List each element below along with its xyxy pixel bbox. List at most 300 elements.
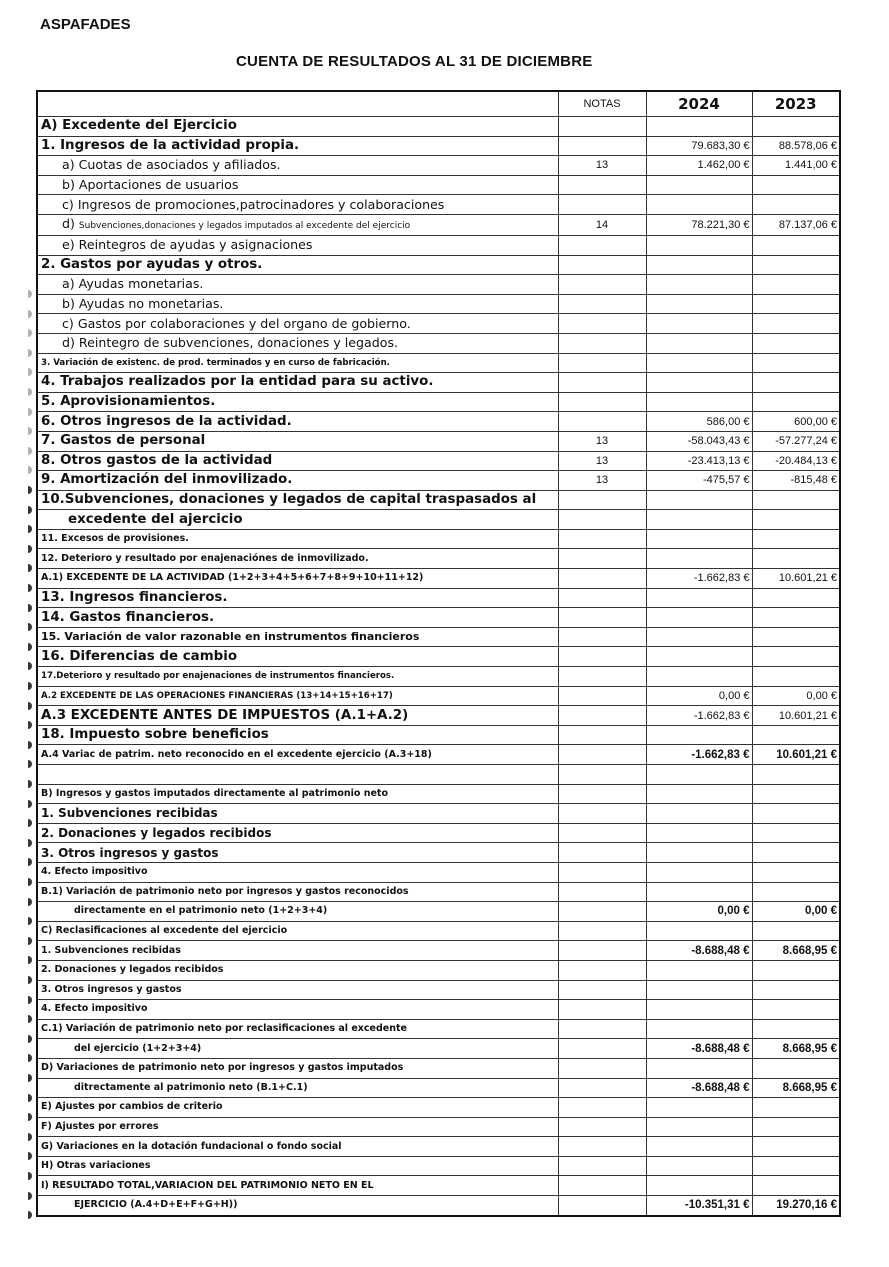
- table-row: [37, 175, 840, 195]
- row-value-2024: -1.662,83 €: [646, 569, 752, 589]
- binder-hole-mark: [28, 623, 32, 631]
- table-row: [37, 608, 840, 628]
- row-value-2023: -57.277,24 €: [752, 431, 840, 451]
- row-notas: [558, 1098, 646, 1118]
- table-row: [37, 1098, 840, 1118]
- binder-hole-mark: [28, 819, 32, 827]
- row-value-2024: [646, 294, 752, 314]
- binder-hole-mark: [28, 525, 32, 533]
- row-concept: 4. Efecto impositivo: [37, 862, 558, 882]
- row-concept: [37, 765, 558, 785]
- binder-hole-mark: [28, 1113, 32, 1121]
- row-value-2023: 10.601,21 €: [752, 569, 840, 589]
- binder-hole-mark: [28, 662, 32, 670]
- table-row: [37, 647, 840, 667]
- row-concept: a) Ayudas monetarias.: [37, 275, 558, 295]
- table-row: [37, 510, 840, 530]
- row-concept: 6. Otros ingresos de la actividad.: [37, 412, 558, 432]
- table-row: [37, 1137, 840, 1157]
- binder-hole-mark: [28, 956, 32, 964]
- row-concept: A.3 EXCEDENTE ANTES DE IMPUESTOS (A.1+A.2): [37, 706, 558, 726]
- table-row: [37, 549, 840, 569]
- row-notas: 13: [558, 451, 646, 471]
- row-value-2023: [752, 647, 840, 667]
- row-notas: 14: [558, 214, 646, 235]
- row-value-2023: [752, 960, 840, 980]
- row-value-2024: [646, 549, 752, 569]
- row-value-2023: [752, 235, 840, 255]
- binder-hole-mark: [28, 1211, 32, 1219]
- row-value-2023: [752, 195, 840, 215]
- row-concept: G) Variaciones en la dotación fundacional o fondo social: [37, 1137, 558, 1157]
- header-year-2024: 2024: [646, 91, 752, 117]
- row-value-2023: [752, 175, 840, 195]
- table-row: [37, 686, 840, 706]
- table-row: [37, 784, 840, 804]
- table-row: [37, 569, 840, 589]
- binder-hole-mark: [28, 1074, 32, 1082]
- row-value-2024: [646, 510, 752, 530]
- row-notas: [558, 529, 646, 549]
- row-value-2023: [752, 549, 840, 569]
- row-value-2023: [752, 275, 840, 295]
- row-notas: [558, 1058, 646, 1078]
- row-value-2023: 600,00 €: [752, 412, 840, 432]
- binder-hole-mark: [28, 1133, 32, 1141]
- table-row: [37, 765, 840, 785]
- row-notas: [558, 136, 646, 156]
- binder-hole-mark: [28, 1192, 32, 1200]
- row-value-2024: [646, 529, 752, 549]
- table-row: [37, 823, 840, 843]
- table-row: [37, 1176, 840, 1196]
- table-row: [37, 1156, 840, 1176]
- row-value-2024: [646, 647, 752, 667]
- table-row: [37, 431, 840, 451]
- row-value-2023: [752, 373, 840, 393]
- row-notas: [558, 823, 646, 843]
- row-value-2023: [752, 1019, 840, 1039]
- row-concept: 11. Excesos de provisiones.: [37, 529, 558, 549]
- row-concept: 18. Impuesto sobre beneficios: [37, 725, 558, 745]
- row-value-2024: 586,00 €: [646, 412, 752, 432]
- row-notas: [558, 1196, 646, 1216]
- row-concept: A.2 EXCEDENTE DE LAS OPERACIONES FINANCIERAS (13+14+15+16+17): [37, 686, 558, 706]
- table-row: [37, 471, 840, 491]
- binder-hole-mark: [28, 858, 32, 866]
- binder-hole-mark: [28, 584, 32, 592]
- row-concept: 2. Donaciones y legados recibidos: [37, 823, 558, 843]
- binder-hole-mark: [28, 917, 32, 925]
- table-row: [37, 1058, 840, 1078]
- table-row: [37, 373, 840, 393]
- binder-hole-mark: [28, 702, 32, 710]
- row-notas: [558, 941, 646, 961]
- row-notas: [558, 882, 646, 902]
- table-row: [37, 156, 840, 176]
- table-row: [37, 451, 840, 471]
- row-notas: [558, 745, 646, 765]
- row-value-2023: [752, 765, 840, 785]
- row-value-2023: [752, 980, 840, 1000]
- table-row: [37, 960, 840, 980]
- row-value-2024: [646, 804, 752, 824]
- row-concept: c) Gastos por colaboraciones y del organo de gobierno.: [37, 314, 558, 334]
- row-value-2023: [752, 1137, 840, 1157]
- row-value-2023: [752, 1156, 840, 1176]
- row-value-2023: 10.601,21 €: [752, 706, 840, 726]
- row-value-2024: 79.683,30 €: [646, 136, 752, 156]
- table-row: [37, 529, 840, 549]
- row-value-2024: 78.221,30 €: [646, 214, 752, 235]
- row-concept: e) Reintegros de ayudas y asignaciones: [37, 235, 558, 255]
- row-concept: F) Ajustes por errores: [37, 1117, 558, 1137]
- row-notas: [558, 608, 646, 628]
- row-value-2023: [752, 627, 840, 647]
- row-concept: 3. Otros ingresos y gastos: [37, 980, 558, 1000]
- binder-hole-mark: [28, 1035, 32, 1043]
- binder-hole-mark: [28, 506, 32, 514]
- row-notas: [558, 333, 646, 353]
- row-concept: [37, 214, 558, 235]
- row-concept: del ejercicio (1+2+3+4): [37, 1039, 558, 1059]
- table-row: [37, 667, 840, 687]
- row-value-2024: 0,00 €: [646, 902, 752, 922]
- row-concept: 2. Donaciones y legados recibidos: [37, 960, 558, 980]
- row-concept: 10.Subvenciones, donaciones y legados de capital traspasados al: [37, 490, 558, 510]
- binder-hole-mark: [28, 1172, 32, 1180]
- row-concept: EJERCICIO (A.4+D+E+F+G+H)): [37, 1196, 558, 1216]
- table-row: [37, 294, 840, 314]
- row-value-2024: [646, 627, 752, 647]
- row-value-2024: [646, 353, 752, 373]
- table-row: [37, 214, 840, 235]
- row-notas: [558, 921, 646, 941]
- row-value-2023: 10.601,21 €: [752, 745, 840, 765]
- row-notas: 13: [558, 156, 646, 176]
- row-notas: [558, 1137, 646, 1157]
- row-value-2024: [646, 608, 752, 628]
- row-value-2024: [646, 1058, 752, 1078]
- row-notas: [558, 549, 646, 569]
- table-row: [37, 882, 840, 902]
- row-value-2024: -10.351,31 €: [646, 1196, 752, 1216]
- row-notas: [558, 353, 646, 373]
- row-value-2024: [646, 725, 752, 745]
- row-notas: [558, 862, 646, 882]
- row-value-2023: -20.484,13 €: [752, 451, 840, 471]
- row-notas: [558, 960, 646, 980]
- row-concept: 1. Subvenciones recibidas: [37, 941, 558, 961]
- binder-hole-mark: [28, 780, 32, 788]
- row-value-2024: -8.688,48 €: [646, 941, 752, 961]
- row-notas: [558, 294, 646, 314]
- row-value-2023: [752, 1098, 840, 1118]
- row-value-2024: [646, 823, 752, 843]
- row-value-2024: [646, 1176, 752, 1196]
- row-concept: 2. Gastos por ayudas y otros.: [37, 255, 558, 275]
- row-value-2023: 87.137,06 €: [752, 214, 840, 235]
- organization-name: ASPAFADES: [40, 16, 131, 33]
- row-concept: 16. Diferencias de cambio: [37, 647, 558, 667]
- binder-hole-mark: [28, 721, 32, 729]
- row-value-2024: 1.462,00 €: [646, 156, 752, 176]
- row-notas: [558, 980, 646, 1000]
- row-notas: [558, 1117, 646, 1137]
- row-value-2024: -475,57 €: [646, 471, 752, 491]
- row-concept: 12. Deterioro y resultado por enajenaciónes de inmovilizado.: [37, 549, 558, 569]
- binder-hole-mark: [28, 976, 32, 984]
- row-value-2024: [646, 1000, 752, 1020]
- row-value-2023: [752, 843, 840, 863]
- row-value-2024: [646, 588, 752, 608]
- row-notas: [558, 314, 646, 334]
- row-notas: [558, 175, 646, 195]
- row-notas: [558, 902, 646, 922]
- table-row: [37, 804, 840, 824]
- binder-hole-mark: [28, 310, 32, 318]
- row-notas: 13: [558, 431, 646, 451]
- table-row: [37, 314, 840, 334]
- row-value-2023: [752, 1058, 840, 1078]
- table-row: [37, 490, 840, 510]
- row-value-2023: [752, 392, 840, 412]
- row-notas: [558, 627, 646, 647]
- row-value-2024: [646, 392, 752, 412]
- row-notas: [558, 765, 646, 785]
- row-concept: 7. Gastos de personal: [37, 431, 558, 451]
- table-row: [37, 392, 840, 412]
- row-value-2024: [646, 667, 752, 687]
- header-concept: [37, 91, 558, 117]
- row-notas: [558, 1000, 646, 1020]
- table-row: [37, 843, 840, 863]
- row-value-2024: [646, 921, 752, 941]
- binder-hole-mark: [28, 996, 32, 1004]
- row-value-2023: [752, 608, 840, 628]
- row-concept: 13. Ingresos financieros.: [37, 588, 558, 608]
- table-row: [37, 941, 840, 961]
- row-value-2024: -8.688,48 €: [646, 1078, 752, 1098]
- row-concept: c) Ingresos de promociones,patrocinadores y colaboraciones: [37, 195, 558, 215]
- binder-hole-mark: [28, 349, 32, 357]
- binder-hole-mark: [28, 329, 32, 337]
- row-value-2024: [646, 1098, 752, 1118]
- row-value-2023: [752, 529, 840, 549]
- table-row: [37, 862, 840, 882]
- row-value-2023: [752, 1117, 840, 1137]
- row-notas: [558, 667, 646, 687]
- table-row: [37, 195, 840, 215]
- row-value-2023: [752, 725, 840, 745]
- row-notas: [558, 275, 646, 295]
- row-value-2023: [752, 804, 840, 824]
- row-value-2024: [646, 373, 752, 393]
- row-value-2024: -8.688,48 €: [646, 1039, 752, 1059]
- row-concept: 9. Amortización del inmovilizado.: [37, 471, 558, 491]
- table-row: [37, 275, 840, 295]
- binder-hole-mark: [28, 800, 32, 808]
- table-row: [37, 255, 840, 275]
- table-row: [37, 1000, 840, 1020]
- row-concept: 15. Variación de valor razonable en instrumentos financieros: [37, 627, 558, 647]
- row-concept: 1. Subvenciones recibidas: [37, 804, 558, 824]
- binder-hole-mark: [28, 408, 32, 416]
- binder-hole-mark: [28, 427, 32, 435]
- row-value-2023: [752, 1000, 840, 1020]
- row-notas: [558, 1156, 646, 1176]
- row-value-2023: [752, 490, 840, 510]
- row-value-2024: [646, 314, 752, 334]
- row-notas: 13: [558, 471, 646, 491]
- table-row: [37, 627, 840, 647]
- table-row: [37, 235, 840, 255]
- table-row: [37, 725, 840, 745]
- row-concept: 3. Otros ingresos y gastos: [37, 843, 558, 863]
- row-value-2024: [646, 862, 752, 882]
- row-notas: [558, 1019, 646, 1039]
- row-value-2024: 0,00 €: [646, 686, 752, 706]
- table-row: [37, 902, 840, 922]
- row-concept: C.1) Variación de patrimonio neto por reclasificaciones al excedente: [37, 1019, 558, 1039]
- row-value-2023: [752, 588, 840, 608]
- table-row: [37, 333, 840, 353]
- row-notas: [558, 195, 646, 215]
- row-value-2024: [646, 1117, 752, 1137]
- row-value-2024: [646, 255, 752, 275]
- row-value-2023: -815,48 €: [752, 471, 840, 491]
- row-concept: A) Excedente del Ejercicio: [37, 117, 558, 137]
- row-value-2023: 0,00 €: [752, 686, 840, 706]
- binder-hole-mark: [28, 447, 32, 455]
- table-row: [37, 136, 840, 156]
- row-notas: [558, 725, 646, 745]
- header-notas: NOTAS: [558, 91, 646, 117]
- row-value-2024: [646, 1156, 752, 1176]
- table-row: [37, 588, 840, 608]
- row-notas: [558, 804, 646, 824]
- row-concept: D) Variaciones de patrimonio neto por ingresos y gastos imputados: [37, 1058, 558, 1078]
- binder-hole-mark: [28, 486, 32, 494]
- binder-hole-mark: [28, 760, 32, 768]
- row-value-2023: 1.441,00 €: [752, 156, 840, 176]
- row-notas: [558, 588, 646, 608]
- binder-hole-mark: [28, 839, 32, 847]
- binder-hole-mark: [28, 1054, 32, 1062]
- table-row: [37, 1019, 840, 1039]
- table-row: [37, 1039, 840, 1059]
- row-value-2023: [752, 314, 840, 334]
- row-value-2024: [646, 117, 752, 137]
- row-concept: 1. Ingresos de la actividad propia.: [37, 136, 558, 156]
- table-row: [37, 745, 840, 765]
- binder-hole-mark: [28, 564, 32, 572]
- row-concept: 3. Variación de existenc. de prod. terminados y en curso de fabricación.: [37, 353, 558, 373]
- row-concept: 4. Efecto impositivo: [37, 1000, 558, 1020]
- row-concept: 14. Gastos financieros.: [37, 608, 558, 628]
- table-row: [37, 1196, 840, 1216]
- row-value-2024: [646, 1019, 752, 1039]
- row-value-2023: [752, 333, 840, 353]
- row-concept: A.4 Variac de patrim. neto reconocido en el excedente ejercicio (A.3+18): [37, 745, 558, 765]
- row-value-2023: [752, 117, 840, 137]
- row-value-2024: [646, 765, 752, 785]
- binder-hole-mark: [28, 878, 32, 886]
- row-value-2023: [752, 353, 840, 373]
- row-concept: b) Aportaciones de usuarios: [37, 175, 558, 195]
- row-concept-text: Subvenciones,donaciones y legados imputados al excedente del ejercicio: [78, 220, 411, 231]
- binder-hole-mark: [28, 1015, 32, 1023]
- row-concept-lead: d): [62, 215, 79, 231]
- binder-hole-mark: [28, 545, 32, 553]
- row-notas: [558, 647, 646, 667]
- table-row: [37, 1078, 840, 1098]
- row-concept: b) Ayudas no monetarias.: [37, 294, 558, 314]
- row-concept: excedente del ajercicio: [37, 510, 558, 530]
- document-title: CUENTA DE RESULTADOS AL 31 DE DICIEMBRE: [236, 53, 593, 70]
- binder-hole-mark: [28, 290, 32, 298]
- row-concept: 5. Aprovisionamientos.: [37, 392, 558, 412]
- row-value-2024: [646, 275, 752, 295]
- row-value-2023: [752, 921, 840, 941]
- row-notas: [558, 490, 646, 510]
- table-row: [37, 412, 840, 432]
- row-concept: 17.Deterioro y resultado por enajenaciones de instrumentos financieros.: [37, 667, 558, 687]
- row-value-2023: [752, 255, 840, 275]
- row-notas: [558, 255, 646, 275]
- row-value-2023: [752, 667, 840, 687]
- row-value-2024: -23.413,13 €: [646, 451, 752, 471]
- row-concept: B) Ingresos y gastos imputados directamente al patrimonio neto: [37, 784, 558, 804]
- binder-hole-mark: [28, 1152, 32, 1160]
- row-notas: [558, 1176, 646, 1196]
- row-notas: [558, 843, 646, 863]
- table-row: [37, 706, 840, 726]
- row-value-2023: 88.578,06 €: [752, 136, 840, 156]
- table-row: [37, 117, 840, 137]
- row-value-2023: [752, 1176, 840, 1196]
- row-value-2024: [646, 235, 752, 255]
- row-concept: 4. Trabajos realizados por la entidad para su activo.: [37, 373, 558, 393]
- row-value-2024: [646, 980, 752, 1000]
- binder-hole-mark: [28, 741, 32, 749]
- row-value-2024: [646, 784, 752, 804]
- row-notas: [558, 1078, 646, 1098]
- row-value-2024: [646, 960, 752, 980]
- table-header-row: [37, 91, 840, 117]
- row-value-2023: [752, 882, 840, 902]
- row-value-2023: [752, 862, 840, 882]
- binder-hole-mark: [28, 466, 32, 474]
- table-row: [37, 980, 840, 1000]
- binder-hole-mark: [28, 604, 32, 612]
- table-row: [37, 1117, 840, 1137]
- row-notas: [558, 373, 646, 393]
- row-value-2024: [646, 843, 752, 863]
- binder-hole-mark: [28, 937, 32, 945]
- row-concept: C) Reclasificaciones al excedente del ejercicio: [37, 921, 558, 941]
- row-value-2024: -1.662,83 €: [646, 745, 752, 765]
- row-value-2024: [646, 333, 752, 353]
- row-value-2023: [752, 784, 840, 804]
- row-notas: [558, 235, 646, 255]
- row-value-2024: [646, 882, 752, 902]
- row-value-2024: -58.043,43 €: [646, 431, 752, 451]
- row-concept: B.1) Variación de patrimonio neto por ingresos y gastos reconocidos: [37, 882, 558, 902]
- row-notas: [558, 412, 646, 432]
- row-notas: [558, 392, 646, 412]
- row-notas: [558, 569, 646, 589]
